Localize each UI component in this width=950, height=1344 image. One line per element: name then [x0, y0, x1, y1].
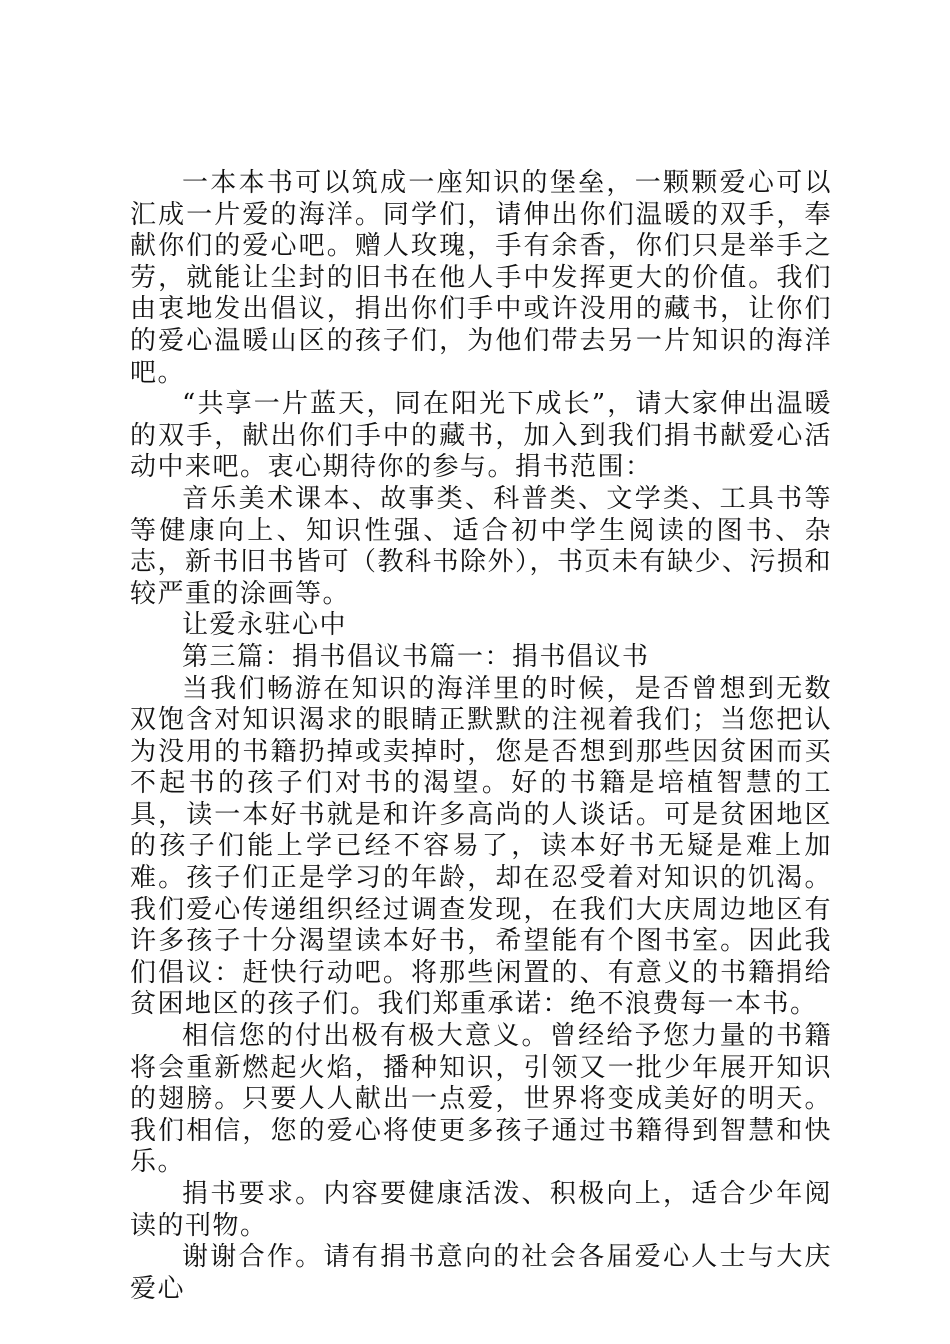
paragraph: 捐书要求。内容要健康活泼、积极向上，适合少年阅读的刊物。 [130, 1179, 832, 1241]
paragraph: 让爱永驻心中 [182, 610, 348, 641]
paragraph: “共享一片蓝天，同在阳光下成长”，请大家伸出温暖的双手，献出你们手中的藏书，加入到我们捐书献爱心活动中来吧。衷心期待你的参与。捐书范围： [130, 389, 832, 483]
paragraph: 相信您的付出极有极大意义。曾经给予您力量的书籍将会重新燃起火焰，播种知识，引领又一批少年展开知识的翅膀。只要人人献出一点爱，世界将变成美好的明天。我们相信，您的爱心将使更多孩子通过书籍得到智慧和快乐。 [130, 1021, 832, 1178]
paragraph: 音乐美术课本、故事类、科普类、文学类、工具书等等健康向上、知识性强、适合初中学生阅读的图书、杂志，新书旧书皆可（教科书除外），书页未有缺少、污损和较严重的涂画等。 [130, 483, 833, 609]
paragraph: 当我们畅游在知识的海洋里的时候，是否曾想到无数双饱含对知识渴求的眼睛正默默的注视着我们；当您把认为没用的书籍扔掉或卖掉时，您是否想到那些因贫困而买不起书的孩子们对书的渴望。好的书籍是培植智慧的工具，读一本好书就是和许多高尚的人谈话。可是贫困地区的孩子们能上学已经不容易了，读本好书无疑是难上加难。孩子们正是学习的年龄，却在忍受着对知识的饥渴。我们爱心传递组织经过调查发现，在我们大庆周边地区有许多孩子十分渴望读本好书，希望能有个图书室。因此我们倡议：赶快行动吧。将那些闲置的、有意义的书籍捐给贫困地区的孩子们。我们郑重承诺：绝不浪费每一本书。 [130, 673, 832, 1020]
section-heading: 第三篇：捐书倡议书篇一：捐书倡议书 [182, 641, 650, 672]
document-body [130, 168, 832, 1305]
paragraph: 谢谢合作。请有捐书意向的社会各届爱心人士与大庆爱心 [130, 1242, 832, 1304]
paragraph: 一本本书可以筑成一座知识的堡垒，一颗颗爱心可以汇成一片爱的海洋。同学们，请伸出你们温暖的双手，奉献你们的爱心吧。赠人玫瑰，手有余香，你们只是举手之劳，就能让尘封的旧书在他人手中发挥更大的价值。我们由衷地发出倡议，捐出你们手中或许没用的藏书，让你们的爱心温暖山区的孩子们，为他们带去另一片知识的海洋吧。 [130, 168, 832, 388]
